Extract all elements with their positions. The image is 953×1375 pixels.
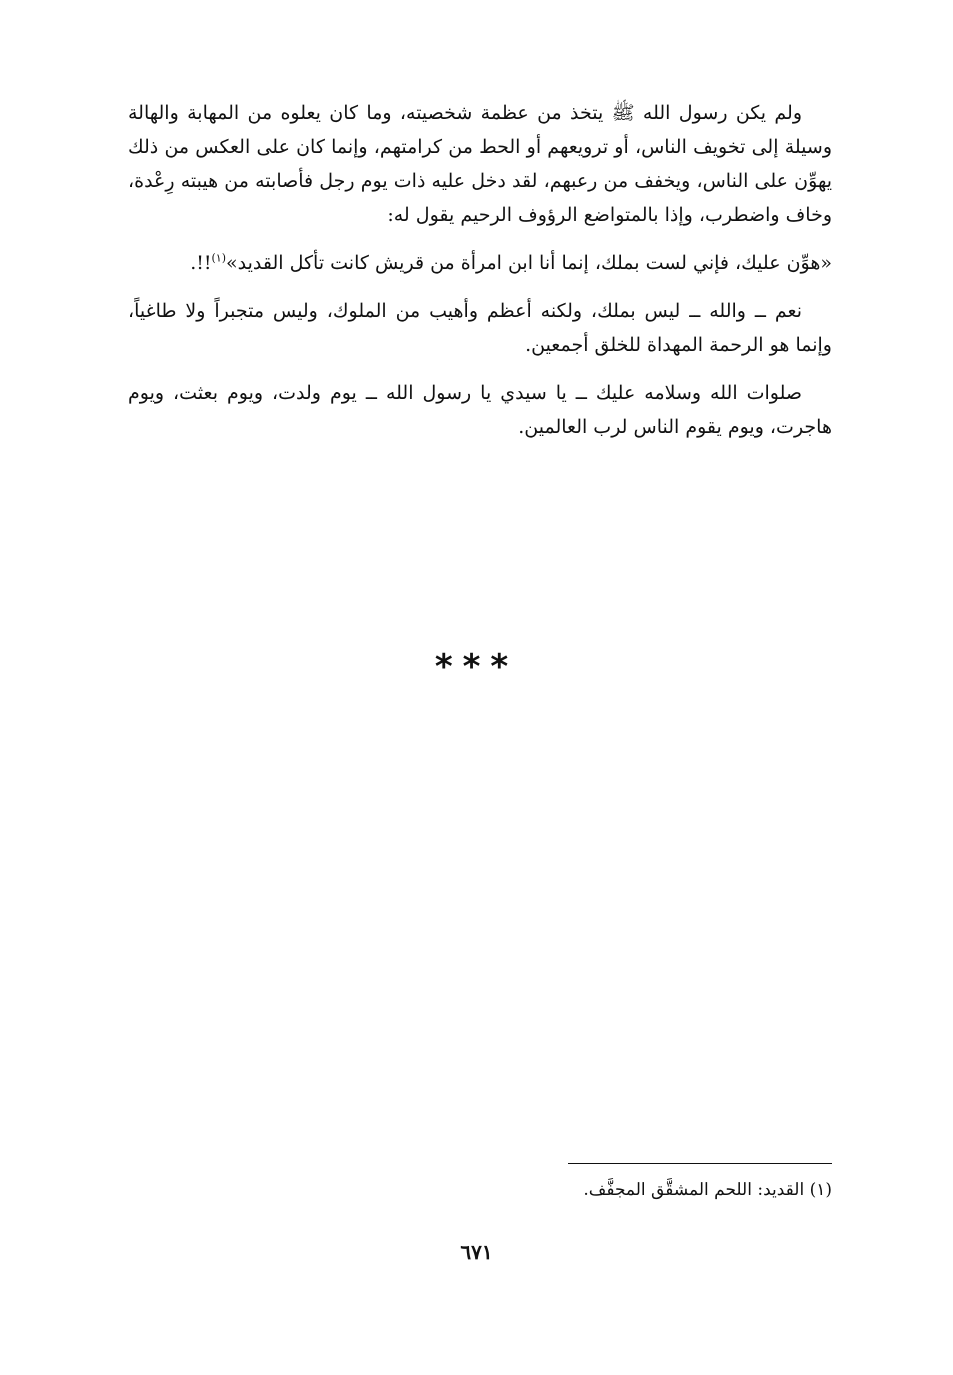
footnote	[300, 1177, 832, 1203]
paragraph-4	[128, 376, 832, 444]
paragraph-3	[128, 294, 832, 362]
paragraph-1	[128, 96, 832, 232]
page-number: ٦٧١	[460, 1240, 493, 1264]
paragraph-1-text: ولم يكن رسول الله ﷺ يتخذ من عظمة شخصيته، وما كان يعلوه من المهابة والهالة وسيلة إلى تخويف الناس، أو ترويعهم أو الحط من كرامتهم، وإنما كان على العكس من ذلك يهوِّن على الناس، ويخفف من رعبهم، لقد دخل عليه ذات يوم رجل فأصابته من هيبته رِعْدة، وخاف واضطرب، وإذا بالمتواضع الرؤوف الرحيم يقول له:	[128, 102, 832, 226]
main-text	[128, 96, 832, 458]
footnote-separator	[568, 1163, 832, 1164]
quote-tail: !!.	[190, 252, 212, 274]
section-divider: ***	[434, 647, 519, 687]
quote-text: «هوِّن عليك، فإني لست بملك، إنما أنا ابن امرأة من قريش كانت تأكل القديد»	[226, 252, 832, 274]
paragraph-3-text: نعم ــ والله ــ ليس بملك، ولكنه أعظم وأهيب من الملوك، وليس متجبراً ولا طاغياً، وإنما هو الرحمة المهداة للخلق أجمعين.	[128, 300, 832, 356]
footnote-reference: (١)	[211, 251, 227, 265]
paragraph-4-text: صلوات الله وسلامه عليك ــ يا سيدي يا رسول الله ــ يوم ولدت، ويوم بعثت، ويوم هاجرت، ويوم يقوم الناس لرب العالمين.	[128, 382, 832, 438]
paragraph-2-quote	[128, 246, 832, 280]
footnote-text: القديد: اللحم المشقَّق المجفَّف.	[583, 1180, 805, 1200]
footnote-number: (١)	[809, 1180, 832, 1200]
